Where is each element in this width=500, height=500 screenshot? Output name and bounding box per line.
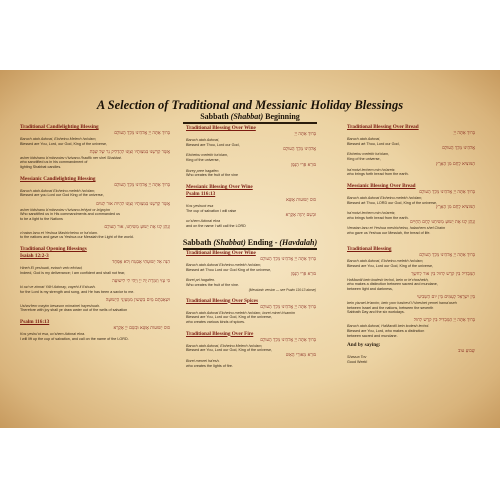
english-translation: The cup of salvation I will raise <box>186 208 237 213</box>
transliteration: Baruch atah Adonai, Eloheinu Melech ha'olam, <box>186 343 263 348</box>
transliteration: ha'motzi lechem min ha'aretz. <box>347 167 396 172</box>
blessing-title: Traditional Blessing Over Wine <box>186 125 256 131</box>
transliteration: Borey pree hagafen. <box>186 168 220 173</box>
blessing-title: Traditional Candlelighting Blessing <box>20 124 99 130</box>
hebrew-text: וּבְשֵׁם יְהוָה אֶקְרָא <box>285 213 316 219</box>
hebrew-text: כּוֹס יְשׁוּעוֹת אֶשָּׂא וּבְשֵׁם יְיָ אֶקְרָא <box>113 326 170 332</box>
hebrew-text: בָּרוּךְ אַתָּה יְיָ אֱלֹהֵינוּ מֶלֶךְ הָעוֹלָם <box>114 131 170 137</box>
hebrew-text: בָּרוּךְ אַתָּה יְיָ אֱלֹהֵינוּ מֶלֶךְ הָעוֹלָם <box>114 182 170 188</box>
hebrew-text: בָּרוּךְ אַתָּה יְיָ הַמַּבְדִּיל בֵּין קֹדֶשׁ לְחוֹל <box>413 318 475 324</box>
english-translation: to be a light to the Nations <box>20 216 63 221</box>
transliteration: Baruch atah Adonai, <box>186 138 220 143</box>
blessing-title: Isaiah 12:2-3 <box>20 253 49 260</box>
transliteration: ha'motzi lechem min ha'aretz, <box>347 211 396 216</box>
section-heading-beginning <box>190 112 310 121</box>
english-translation: who makes a distinction between sacred and mundane, <box>347 282 438 287</box>
english-translation: who creates the lights of fire. <box>186 363 233 368</box>
transliteration: asher kidshanu b'mitzvotav v'tzivanu l'hadlik ner shel Shabbat. <box>20 155 122 160</box>
transliteration: v'natan lanu et Yeshua Mashicheinu or ha'olam. <box>20 230 99 235</box>
transliteration: Borei pri hagafen. <box>186 278 216 283</box>
transliteration: Baruch atah Adonai, Eloheinu melekh ha'olam, <box>347 259 424 264</box>
transliteration: Kos yeshu'ot esa, uv'shem Adonai ekra. <box>20 332 86 337</box>
transliteration: HaMavdil bein kodesh lechol, bein or le'choshekh, <box>347 277 429 282</box>
blessing-title: Traditional Blessing <box>347 246 392 252</box>
transliteration: Baruch atah Adonai, <box>347 137 381 142</box>
hebrew-text: וְנָתַן לָנוּ אֶת יֵשׁוּעַ מְשִׁיחֵנוּ לֶחֶם הַחַיִּים <box>410 220 475 226</box>
english-translation: between sacred and mundane. <box>347 333 398 338</box>
hebrew-text: אֱלֹהֵינוּ מֶלֶךְ הָעוֹלָם <box>283 147 316 153</box>
english-translation: Blessed are You, Lord our God, King of the universe, <box>186 348 273 353</box>
hebrew-text: אֱלֹהֵינוּ מֶלֶךְ הָעוֹלָם <box>442 146 475 152</box>
hebrew-text: בָּרוּךְ אַתָּה יְיָ אֱלֹהֵינוּ מֶלֶךְ הָעוֹלָם <box>260 257 316 263</box>
english-translation: King of the universe, <box>347 156 381 161</box>
english-translation: Who sanctified us in His commandments and commanded us <box>20 212 121 217</box>
transliteration: Baruch atah Adonai, Eloheinu Melech ha'olam, <box>20 137 97 142</box>
section-heading-beginning-part2: Beginning <box>263 112 300 121</box>
blessing-title: Messianic Blessing Over Bread <box>347 182 416 189</box>
english-translation: Good Week! <box>347 359 368 364</box>
blessing-title: Traditional Blessing Over Bread <box>347 124 419 130</box>
parchment-poster <box>0 70 500 428</box>
english-translation: between Israel and the nations, between the seventh <box>347 305 434 310</box>
hebrew-text: כּוֹס יְשׁוּעוֹת אֶשָּׂא <box>286 198 316 204</box>
english-translation: Therefore with joy shall ye draw water out of the wells of salvation <box>20 308 128 313</box>
hebrew-text: אֲשֶׁר קִדְּשָׁנוּ בְּמִצְוֹתָיו וְצִוָּנוּ לְהַדְלִיק נֵר שֶׁל שַׁבָּת <box>89 149 170 155</box>
english-translation: Blessed are You, Lord, who makes a distinction <box>347 329 425 334</box>
english-translation: Blessed art Thou, Lord our God, <box>347 141 400 146</box>
hebrew-text: בּוֹרֵא מְאוֹרֵי הָאֵשׁ <box>285 352 316 358</box>
english-translation: to the nations and gave us Yeshua our Messiah the Light of the world. <box>20 235 134 240</box>
transliteration: Hineh El yeshuati, evtach velo efchad, <box>20 266 83 271</box>
hebrew-text: בּוֹרֵא פְּרִי הַגָּפֶן <box>291 162 316 168</box>
english-translation: who brings forth bread from the earth. <box>347 215 409 220</box>
note-text: (Messianic version — see Psalm 116:13 above) <box>248 287 316 292</box>
transliteration: Baruch atah Adonai Eloheinu melekh ha'olam, <box>347 195 423 200</box>
section-heading-beginning-part1: Sabbath <box>200 112 231 121</box>
english-translation: Blessed art Thou Lord our God King of the universe, <box>186 267 272 272</box>
transliteration: Baruch atah Adonai, HaMavdil bein kodesh lechol. <box>347 324 430 329</box>
hebrew-text: בֵּין יִשְׂרָאֵל לָעַמִּים בֵּין יוֹם הַשְּׁבִיעִי <box>416 295 475 301</box>
hebrew-text: אֲשֶׁר קִדְּשָׁנוּ בְּמִצְוֹתָיו וְצִוָּנוּ לִהְיוֹת אוֹר לַגּוֹיִם <box>96 201 170 207</box>
hebrew-text: הַמַּבְדִּיל בֵּין קֹדֶשׁ לְחוֹל בֵּין אוֹר לְחֹשֶׁךְ <box>411 271 475 277</box>
transliteration: Eloheinu melekh ha'olam, <box>347 152 390 157</box>
english-translation: Blessed are you Lord our God King of the universe, <box>20 193 104 198</box>
transliteration: Borei meorei ha'esh. <box>186 358 220 363</box>
english-translation: Blessed are Thou, Lord our God, <box>186 142 240 147</box>
blessing-title: Messianic Blessing Over Wine <box>186 183 253 190</box>
english-translation: Indeed, God is my deliverance; I am confident and shall not fear, <box>20 271 126 275</box>
english-translation: who sanctified us in his commandment of <box>20 160 88 165</box>
transliteration: Venatan lanu et Yeshua meshicheinu, halachem shel Chaim <box>347 226 446 231</box>
transliteration: Ushav'tem mayim besason mimainei hayeshuah. <box>20 303 101 308</box>
transliteration: Baruch atah Adonai Eloheinu melekh ha'olam, <box>20 188 96 193</box>
hebrew-text: בָּרוּךְ אַתָּה יְיָ אֱלֹהֵינוּ מֶלֶךְ הָעוֹלָם <box>419 189 475 195</box>
blessing-title: Traditional Opening Blessings <box>20 246 87 252</box>
transliteration: Baruch atah Adonai Eloheinu melekh ha'olam, <box>186 263 262 268</box>
section-heading-ending-italic2: (Havdalah) <box>279 238 318 247</box>
english-translation: King of the universe, <box>186 157 220 162</box>
column-bottom-left <box>20 246 170 341</box>
transliteration: Shavua Tov <box>347 354 367 359</box>
blessing-title: Traditional Blessing Over Spices <box>186 297 259 304</box>
hebrew-text: הַמּוֹצִיא לֶחֶם מִן הָאָרֶץ <box>436 205 475 211</box>
english-translation: for the Lord is my strength and song, and He has been a savior to me. <box>20 289 135 294</box>
english-translation: Blessed art Thou, LORD our God, King of the universe, <box>347 200 438 205</box>
english-translation: Blessed are You, Lord our God, King of the universe, <box>347 263 434 268</box>
section-heading-ending <box>160 238 340 247</box>
transliteration: Eloheinu melekh ha'olam, <box>186 153 229 158</box>
transliteration: Baruch atah Adonai Eloheinu melekh ha'olam, borei minei b'samim <box>186 310 296 315</box>
poster-title: A Selection of Traditional and Messianic Holiday Blessings <box>96 98 404 112</box>
hebrew-text: שָׁבוּעַ טוֹב <box>458 348 475 354</box>
english-translation: Sabbath Day and the six workdays. <box>347 310 405 315</box>
transliteration: asher kidshanu b'mitzvotav v'tzivanu lehiyot or la'goyim <box>20 207 111 212</box>
blessing-title: Psalm 116:13 <box>186 190 216 197</box>
english-translation: Blessed are You, Lord our God, King of the universe, <box>186 315 273 320</box>
blessing-title: And by saying: <box>347 341 381 348</box>
hebrew-text: בָּרוּךְ אַתָּה יְיָ <box>453 131 475 137</box>
english-translation: who gave us Yeshua our Messiah, the bread of life. <box>347 230 431 235</box>
column-top-left <box>20 124 170 240</box>
hebrew-text: הַמּוֹצִיא לֶחֶם מִן הָאָרֶץ <box>436 161 475 167</box>
english-translation: lighting Shabbat candles. <box>20 165 62 170</box>
blessing-title: Traditional Blessing Over Fire <box>186 330 254 337</box>
column-bottom-middle <box>186 250 316 368</box>
hebrew-text: הִנֵּה אֵל יְשׁוּעָתִי אֶבְטַח וְלֹא אֶפְחָד <box>112 260 170 266</box>
english-translation: who brings forth bread from the earth. <box>347 172 409 177</box>
transliteration: Kos yeshuot esa <box>186 204 214 209</box>
hebrew-text: וְנָתַן לָנוּ אֶת יֵשׁוּעַ מְשִׁיחֵנוּ, אוֹר הָעוֹלָם <box>104 224 170 230</box>
transliteration: ki ozi ve zimrat YAH Adonay, vayehi li li'shuah. <box>20 285 96 290</box>
hebrew-text: כִּי עָזִּי וְזִמְרָת יָהּ יְיָ וַיְהִי לִי לִישׁוּעָה <box>112 279 170 285</box>
column-bottom-right <box>347 246 475 364</box>
english-translation: Blessed are You, Lord, our God, King of the universe, <box>20 141 108 146</box>
column-top-middle <box>186 125 316 229</box>
english-translation: and on the name I will call the LORD <box>186 223 246 228</box>
section-heading-ending-part2: Ending - <box>245 238 280 247</box>
english-translation: I will lift up the cup of salvation, and call on the name of the LORD. <box>20 336 129 341</box>
transliteration: bein yisrael le'amim, bein yom hashevi'i l'sheshet yemei hama'aseh <box>347 301 457 306</box>
blessing-title: Messianic Candlelighting Blessing <box>20 175 96 182</box>
hebrew-text: בָּרוּךְ אַתָּה יְיָ <box>294 132 316 138</box>
section-heading-ending-part1: Sabbath <box>182 238 214 247</box>
column-top-right <box>347 124 475 236</box>
section-heading-beginning-italic: (Shabbat) <box>230 112 264 121</box>
english-translation: who creates various kinds of spices. <box>186 319 246 324</box>
blessing-title: Psalm 116:13 <box>20 318 50 325</box>
english-translation: Who creates the fruit of the vine <box>186 173 239 178</box>
section-divider-top <box>183 122 317 124</box>
hebrew-text: וּשְׁאַבְתֶּם מַיִם בְּשָׂשׂוֹן מִמַּעַיְנֵי הַיְשׁוּעָה <box>105 297 170 303</box>
english-translation: Who creates the fruit of the vine. <box>186 282 240 287</box>
section-heading-ending-italic: (Shabbat) <box>213 238 246 247</box>
transliteration: uv'shem Adonai ekra <box>186 219 221 224</box>
english-translation: between light and darkness, <box>347 287 393 292</box>
hebrew-text: בָּרוּךְ אַתָּה יְיָ אֱלֹהֵינוּ מֶלֶךְ הָעוֹלָם <box>260 304 316 310</box>
blessing-title: Traditional Blessing Over Wine <box>186 250 256 256</box>
hebrew-text: בּוֹרֵא פְּרִי הַגָּפֶן <box>291 272 316 278</box>
hebrew-text: בָּרוּךְ אַתָּה יְיָ אֱלֹהֵינוּ מֶלֶךְ הָעוֹלָם <box>419 253 475 259</box>
hebrew-text: בָּרוּךְ אַתָּה יְיָ אֱלֹהֵינוּ מֶלֶךְ הָעוֹלָם <box>260 337 316 343</box>
